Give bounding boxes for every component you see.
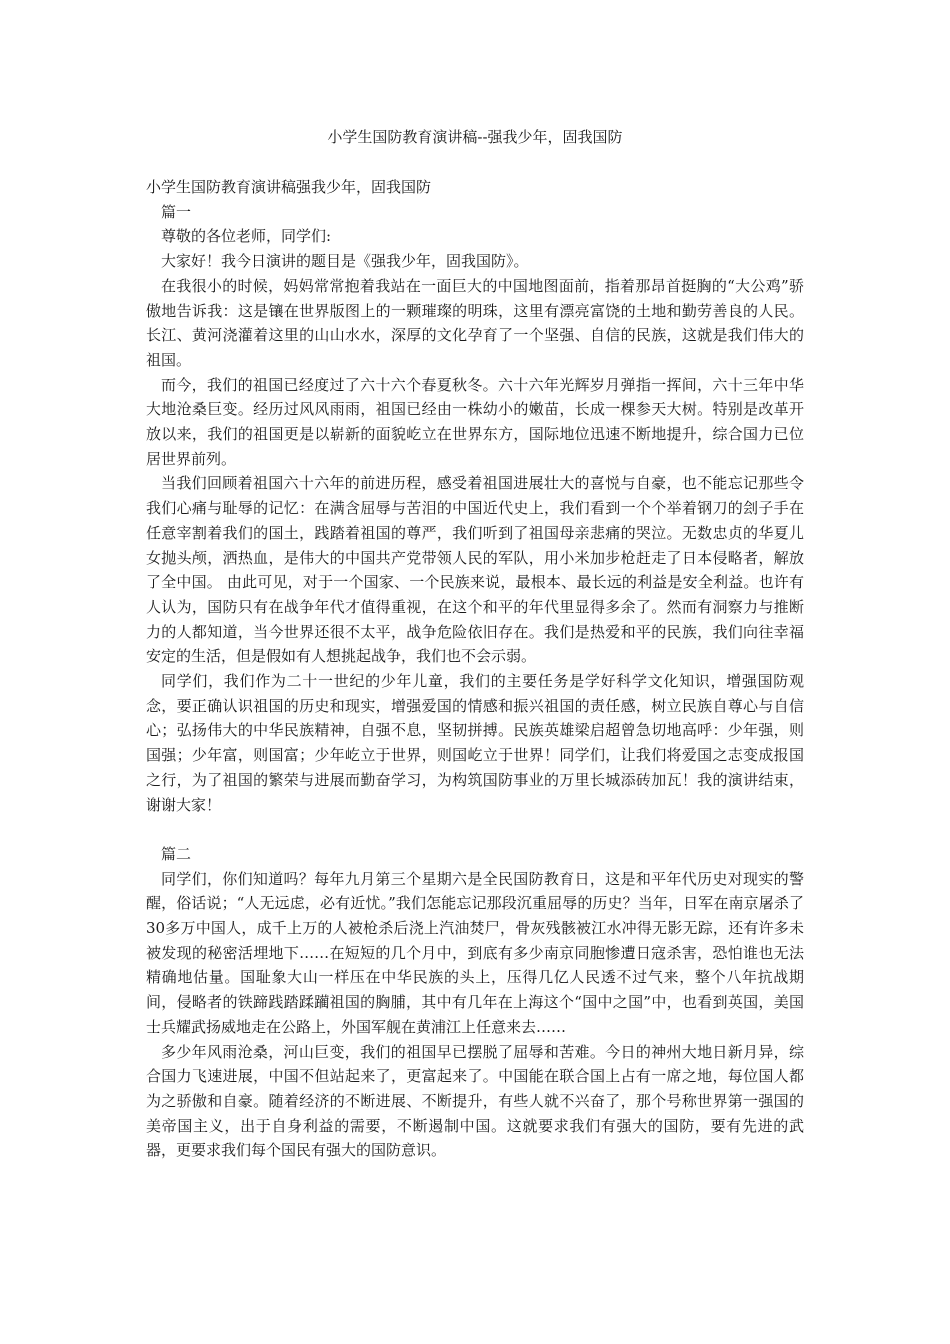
paragraph-modern-china: 多少年风雨沧桑，河山巨变，我们的祖国早已摆脱了屈辱和苦难。今日的神州大地日新月异，综合国力飞速进展，中国不但站起来了，更富起来了。中国能在联合国上占有一席之地，每位国人都为之骄傲和自豪。随着经济的不断进展、不断提升，有些人就不兴奋了，那个号称世界第一强国的美帝国主义，出于自身利益的需要，不断遏制中国。这就要求我们有强大的国防，要有先进的武器，更要求我们每个国民有强大的国防意识。 [146, 1042, 804, 1160]
document-body [146, 175, 804, 1163]
paragraph-section-2-heading: 篇二 [161, 844, 192, 863]
document-title: 小学生国防教育演讲稿--强我少年，固我国防 [327, 128, 623, 146]
paragraph-section-1-heading: 篇一 [161, 202, 192, 221]
paragraph-subtitle: 小学生国防教育演讲稿强我少年，固我国防 [146, 178, 432, 196]
paragraph-defense-day: 同学们，你们知道吗？每年九月第三个星期六是全民国防教育日，这是和平年代历史对现实的警醒，俗话说；“人无远虑，必有近忧。”我们怎能忘记那段沉重屈辱的历史？当年，日军在南京屠杀了30多万中国人，成千上万的人被枪杀后浇上汽油焚尸，骨灰残骸被江水冲得无影无踪，还有许多未被发现的秘密活埋地下……在短短的几个月中，到底有多少南京同胞惨遭日寇杀害，恐怕谁也无法精确地估量。国耻象大山一样压在中华民族的头上，压得几亿人民透不过气来，整个八年抗战期间，侵略者的铁蹄践踏蹂躏祖国的胸脯，其中有几年在上海这个“国中之国”中，也看到英国，美国士兵耀武扬威地走在公路上，外国军舰在黄浦江上任意来去…… [146, 869, 804, 1036]
paragraph-salutation: 尊敬的各位老师，同学们: [161, 227, 332, 246]
paragraph-blank [146, 817, 804, 842]
paragraph-present: 而今，我们的祖国已经度过了六十六个春夏秋冬。六十六年光辉岁月弹指一挥间，六十三年中华大地沧桑巨变。经历过风风雨雨，祖国已经由一株幼小的嫩苗，长成一棵参天大树。特别是改革开放以来，我们的祖国更是以崭新的面貌屹立在世界东方，国际地位迅速不断地提升，综合国力已位居世界前列。 [146, 375, 804, 468]
paragraph-history: 当我们回顾着祖国六十六年的前进历程，感受着祖国进展壮大的喜悦与自豪，也不能忘记那些令我们心痛与耻辱的记忆：在满含屈辱与苦泪的中国近代史上，我们看到一个个举着钢刀的刽子手在任意宰割着我们的国土，践踏着祖国的尊严，我们听到了祖国母亲悲痛的哭泣。无数忠贞的华夏儿女抛头颅，洒热血，是伟大的中国共产党带领人民的军队，用小米加步枪赶走了日本侵略者，解放了全中国。 由此可见，对于一个国家、一个民族来说，最根本、最长远的利益是安全利益。也许有人认为，国防只有在战争年代才值得重视，在这个和平的年代里显得多余了。然而有洞察力与推断力的人都知道，当今世界还很不太平，战争危险依旧存在。我们是热爱和平的民族，我们向往幸福安定的生活，但是假如有人想挑起战争，我们也不会示弱。 [146, 474, 804, 666]
paragraph-childhood: 在我很小的时候，妈妈常常抱着我站在一面巨大的中国地图面前，指着那昂首挺胸的“大公鸡”骄傲地告诉我：这是镶在世界版图上的一颗璀璨的明珠，这里有漂亮富饶的土地和勤劳善良的人民。长江、黄河浇灌着这里的山山水水，深厚的文化孕育了一个坚强、自信的民族，这就是我们伟大的祖国。 [146, 276, 804, 369]
paragraph-call-to-action: 同学们，我们作为二十一世纪的少年儿童，我们的主要任务是学好科学文化知识，增强国防观念，要正确认识祖国的历史和现实，增强爱国的情感和振兴祖国的责任感，树立民族自尊心与自信心；弘扬伟大的中华民族精神，自强不息，坚韧拼搏。民族英雄梁启超曾急切地高呼：少年强，则国强；少年富，则国富；少年屹立于世界，则国屹立于世界！同学们，让我们将爱国之志变成报国之行，为了祖国的繁荣与进展而勤奋学习，为构筑国防事业的万里长城添砖加瓦！我的演讲结束，谢谢大家！ [146, 672, 804, 814]
paragraph-greeting: 大家好！我今日演讲的题目是《强我少年，固我国防》。 [161, 252, 529, 271]
